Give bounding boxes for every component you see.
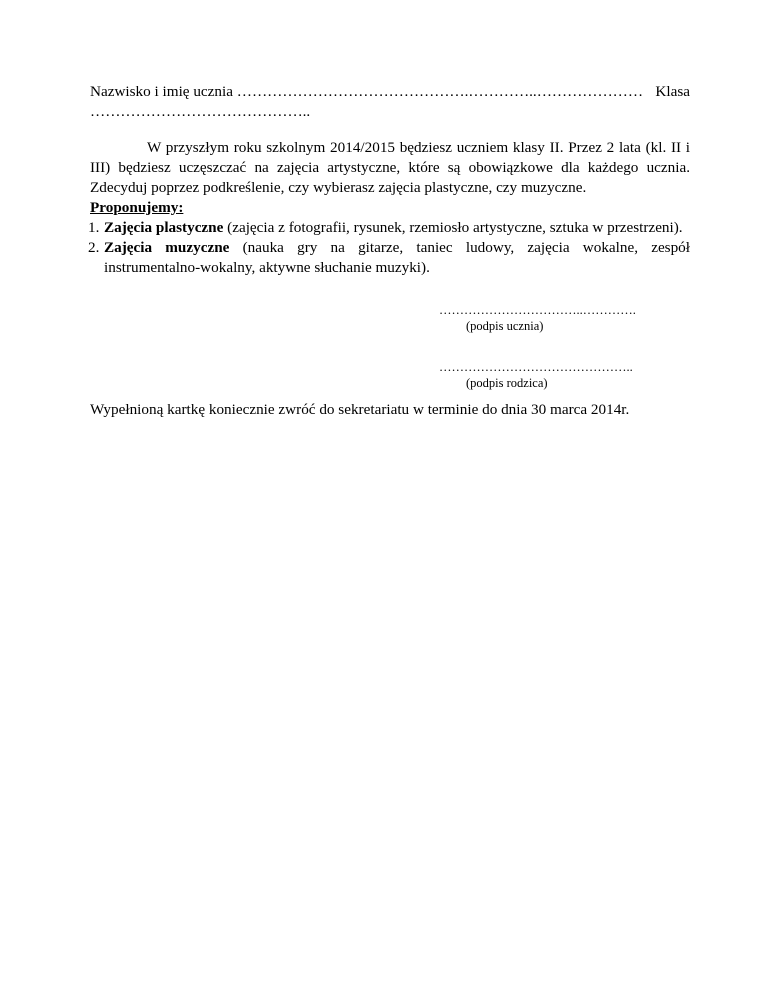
option-details: (zajęcia z fotografii, rysunek, rzemiosło artystyczne, sztuka w przestrzeni). xyxy=(227,219,683,236)
parent-signature-caption: (podpis rodzica) xyxy=(466,376,548,390)
option-title: Zajęcia muzyczne xyxy=(104,239,230,256)
student-signature-field[interactable]: ……………………………..…………. xyxy=(439,303,636,317)
class-field[interactable]: …………………………………….. xyxy=(90,103,311,120)
form-body xyxy=(90,82,690,278)
student-name-field[interactable]: ……………………………………….…………..………………… xyxy=(236,83,644,100)
option-art[interactable] xyxy=(90,218,690,238)
student-signature-caption: (podpis ucznia) xyxy=(466,319,544,333)
student-signature-block xyxy=(439,302,636,334)
option-number: 1. xyxy=(88,219,100,236)
option-title: Zajęcia plastyczne xyxy=(104,219,224,236)
return-instruction: Wypełnioną kartkę koniecznie zwróć do sekretariatu w terminie do dnia 30 marca 2014r. xyxy=(90,401,630,418)
options-list xyxy=(90,218,690,278)
intro-paragraph: W przyszłym roku szkolnym 2014/2015 będziesz uczniem klasy II. Przez 2 lata (kl. II i III) będziesz uczęszczać na zajęcia artystyczne, które są obowiązkowe dla każdego ucznia. Zdecyduj poprzez podkreślenie, czy wybierasz zajęcia plastyczne, czy muzyczne. xyxy=(90,139,690,196)
option-number: 2. xyxy=(88,239,100,256)
option-details: (nauka gry na gitarze, taniec ludowy, zajęcia wokalne, zespół instrumentalno-wokalny, aktywne słuchanie muzyki). xyxy=(104,239,690,276)
class-label: Klasa xyxy=(655,83,690,100)
student-name-line xyxy=(90,82,690,102)
parent-signature-block xyxy=(439,359,633,391)
proposal-heading: Proponujemy: xyxy=(90,199,184,216)
class-line xyxy=(90,102,690,122)
parent-signature-field[interactable]: ……………………………………….. xyxy=(439,360,633,374)
student-name-label: Nazwisko i imię ucznia xyxy=(90,83,233,100)
option-music[interactable] xyxy=(90,238,690,278)
